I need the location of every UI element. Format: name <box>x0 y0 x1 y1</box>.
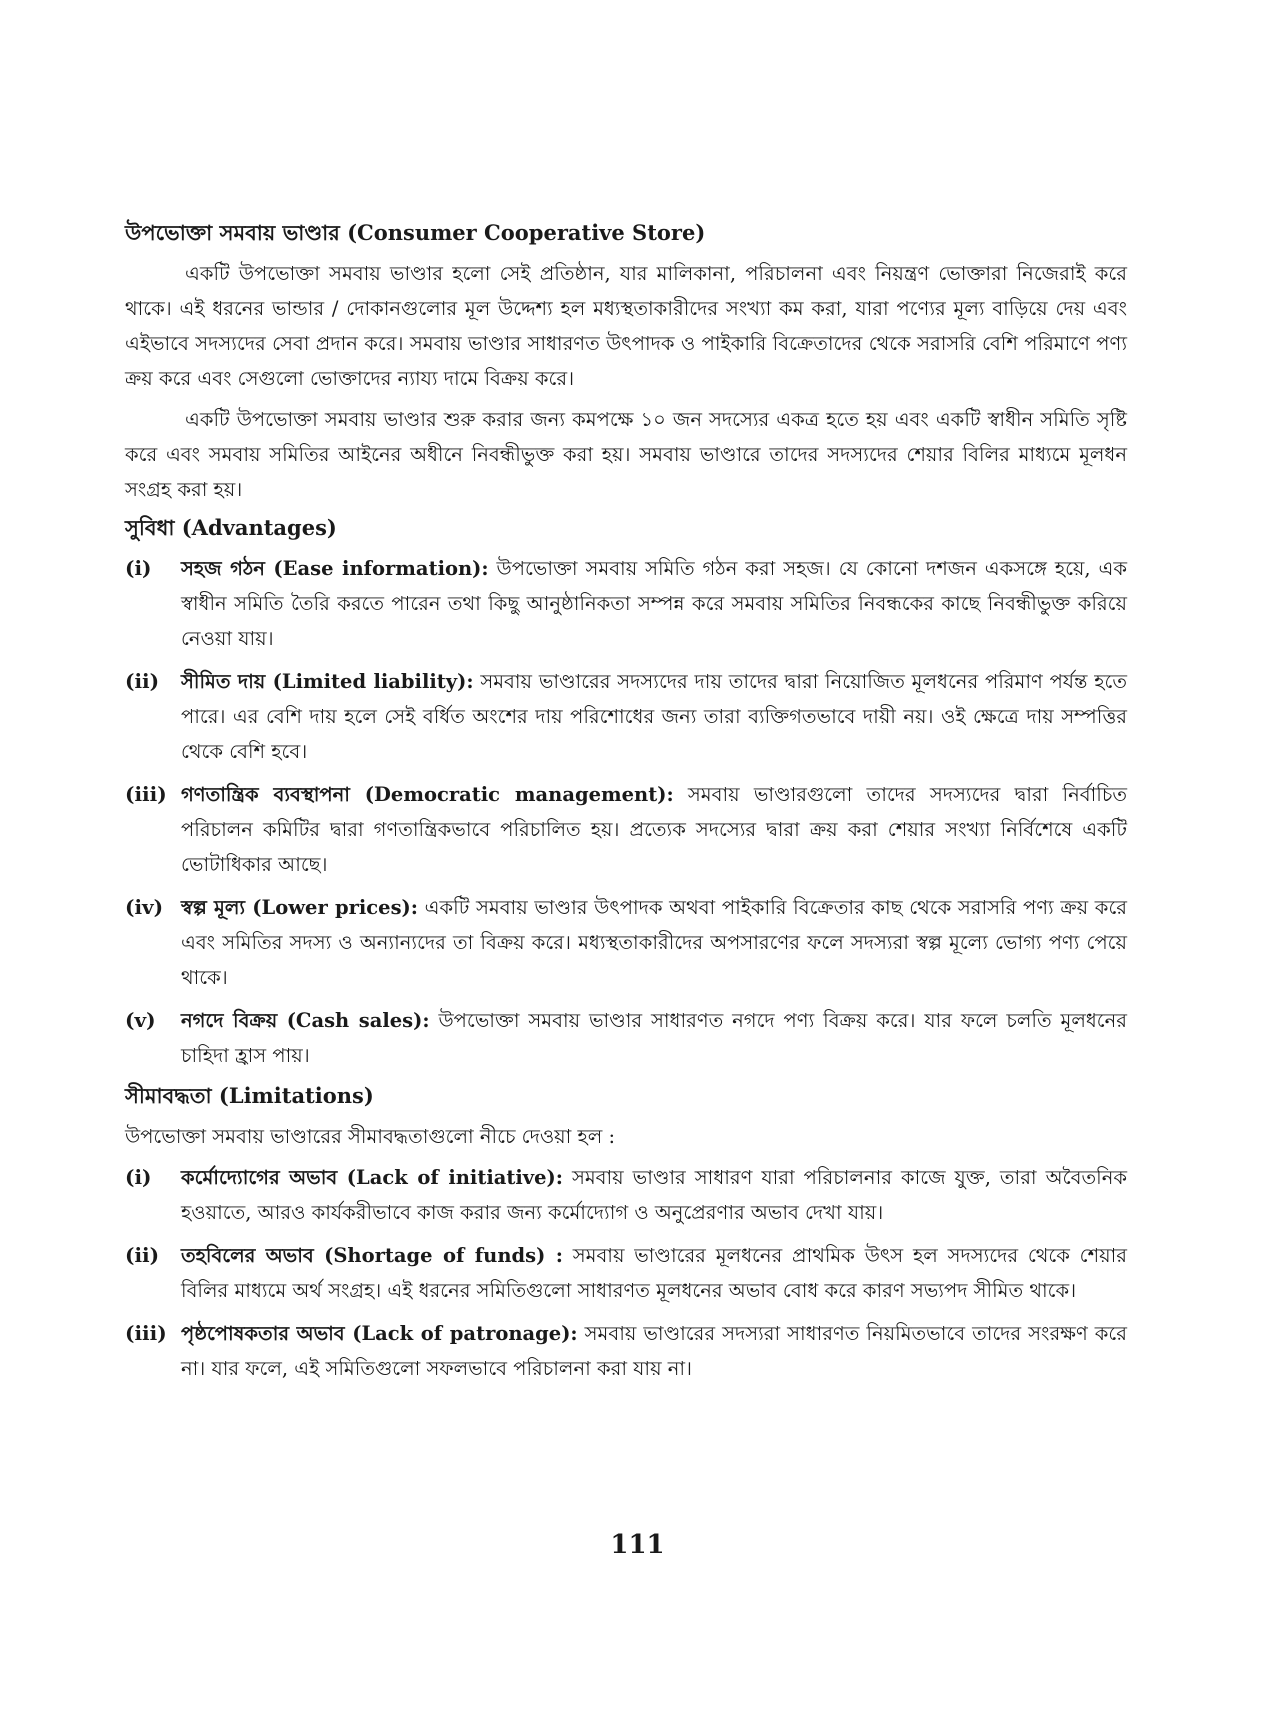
item-number: (iv) <box>125 895 164 919</box>
limitations-intro: উপভোক্তা সমবায় ভাণ্ডারের সীমাবদ্ধতাগুলো নীচে দেওয়া হল : <box>125 1125 616 1148</box>
item-text: উপভোক্তা সমবায় ভাণ্ডার সাধারণত নগদে পণ্য বিক্রয় করে। যার ফলে চলতি মূলধনের চাহিদা হ্রাস পায়। <box>181 1009 1127 1067</box>
item-text: উপভোক্তা সমবায় সমিতি গঠন করা সহজ। যে কোনো দশজন একসঙ্গে হয়ে, এক স্বাধীন সমিতি তৈরি করতে পারেন তথা কিছু আনুষ্ঠানিকতা সম্পন্ন করে সমবায় সমিতির নিবন্ধকের কাছে নিবন্ধীভুক্ত করিয়ে নেওয়া যায়। <box>181 557 1128 650</box>
item-title: নগদে বিক্রয় (Cash sales): <box>181 1009 430 1032</box>
advantage-item <box>125 1003 1127 1073</box>
advantages-heading: সুবিধা (Advantages) <box>125 515 337 540</box>
item-title: কর্মোদ্যোগের অভাব (Lack of initiative): <box>181 1166 563 1189</box>
item-number: (iii) <box>125 1321 167 1345</box>
item-text: সমবায় ভাণ্ডারের সদস্যরা সাধারণত নিয়মিতভাবে তাদের সংরক্ষণ করে না। যার ফলে, এই সমিতিগুলো সফলভাবে পরিচালনা করা যায় না। <box>181 1322 1127 1380</box>
item-text: সমবায় ভাণ্ডার সাধারণ যারা পরিচালনার কাজে যুক্ত, তারা অবৈতনিক হওয়াতে, আরও কার্যকরীভাবে কাজ করার জন্য কর্মোদ্যোগ ও অনুপ্রেরণার অভাব দেখা যায়। <box>181 1166 1128 1224</box>
item-number: (iii) <box>125 782 167 806</box>
item-number: (ii) <box>125 1243 160 1267</box>
item-number: (i) <box>125 556 152 580</box>
item-number: (v) <box>125 1008 156 1032</box>
limitations-heading: সীমাবদ্ধতা (Limitations) <box>125 1083 374 1108</box>
item-text: সমবায় ভাণ্ডারের মূলধনের প্রাথমিক উৎস হল সদস্যদের থেকে শেয়ার বিলির মাধ্যমে অর্থ সংগ্রহ। এই ধরনের সমিতিগুলো সাধারণত মূলধনের অভাব বোধ করে কারণ সভ্যপদ সীমিত থাকে। <box>181 1244 1127 1302</box>
item-body <box>181 1003 1127 1073</box>
item-body <box>181 1238 1127 1308</box>
item-text: সমবায় ভাণ্ডারগুলো তাদের সদস্যদের দ্বারা নির্বাচিত পরিচালন কমিটির দ্বারা গণতান্ত্রিকভাবে পরিচালিত হয়। প্রত্যেক সদস্যের দ্বারা ক্রয় করা শেয়ার সংখ্যা নির্বিশেষে একটি ভোটাধিকার আছে। <box>181 783 1127 876</box>
item-text: সমবায় ভাণ্ডারের সদস্যদের দায় তাদের দ্বারা নিয়োজিত মূলধনের পরিমাণ পর্যন্ত হতে পারে। এর বেশি দায় হলে সেই বর্ধিত অংশের দায় পরিশোধের জন্য তারা ব্যক্তিগতভাবে দায়ী নয়। ওই ক্ষেত্রে দায় সম্পত্তির থেকে বেশি হবে। <box>181 670 1127 763</box>
limitation-item <box>125 1160 1127 1230</box>
advantages-list <box>125 551 1127 1073</box>
item-body <box>181 1160 1127 1230</box>
item-body <box>181 1316 1127 1386</box>
item-body <box>181 664 1127 769</box>
item-number: (ii) <box>125 669 160 693</box>
section-heading: উপভোক্তা সমবায় ভাণ্ডার (Consumer Cooperative Store) <box>125 220 706 245</box>
page-content <box>125 218 1127 1394</box>
item-title: সহজ গঠন (Ease information): <box>181 557 489 580</box>
limitations-list <box>125 1160 1127 1386</box>
item-title: তহবিলের অভাব (Shortage of funds) : <box>181 1244 563 1267</box>
item-body <box>181 551 1127 656</box>
item-number: (i) <box>125 1165 152 1189</box>
advantage-item <box>125 890 1127 995</box>
item-title: স্বল্প মূল্য (Lower prices): <box>181 896 418 919</box>
item-body <box>181 890 1127 995</box>
intro-paragraph: একটি উপভোক্তা সমবায় ভাণ্ডার হলো সেই প্রতিষ্ঠান, যার মালিকানা, পরিচালনা এবং নিয়ন্ত্রণ ভোক্তারা নিজেরাই করে থাকে। এই ধরনের ভান্ডার / দোকানগুলোর মূল উদ্দেশ্য হল মধ্যস্থতাকারীদের সংখ্যা কম করা, যারা পণ্যের মূল্য বাড়িয়ে দেয় এবং এইভাবে সদস্যদের সেবা প্রদান করে। সমবায় ভাণ্ডার সাধারণত উৎপাদক ও পাইকারি বিক্রেতাদের থেকে সরাসরি বেশি পরিমাণে পণ্য ক্রয় করে এবং সেগুলো ভোক্তাদের ন্যায্য দামে বিক্রয় করে। <box>125 262 1127 390</box>
page-number: 111 <box>610 1530 665 1560</box>
item-title: সীমিত দায় (Limited liability): <box>181 670 474 693</box>
intro-paragraph: একটি উপভোক্তা সমবায় ভাণ্ডার শুরু করার জন্য কমপক্ষে ১০ জন সদস্যের একত্র হতে হয় এবং একটি স্বাধীন সমিতি সৃষ্টি করে এবং সমবায় সমিতির আইনের অধীনে নিবন্ধীভুক্ত করা হয়। সমবায় ভাণ্ডারে তাদের সদস্যদের শেয়ার বিলির মাধ্যমে মূলধন সংগ্রহ করা হয়। <box>125 408 1127 501</box>
item-text: একটি সমবায় ভাণ্ডার উৎপাদক অথবা পাইকারি বিক্রেতার কাছ থেকে সরাসরি পণ্য ক্রয় করে এবং সমিতির সদস্য ও অন্যান্যদের তা বিক্রয় করে। মধ্যস্থতাকারীদের অপসারণের ফলে সদস্যরা স্বল্প মূল্যে ভোগ্য পণ্য পেয়ে থাকে। <box>181 896 1128 989</box>
item-title: পৃষ্ঠপোষকতার অভাব (Lack of patronage): <box>181 1322 578 1345</box>
limitation-item <box>125 1238 1127 1308</box>
limitation-item <box>125 1316 1127 1386</box>
advantage-item <box>125 664 1127 769</box>
advantage-item <box>125 777 1127 882</box>
item-body <box>181 777 1127 882</box>
advantage-item <box>125 551 1127 656</box>
item-title: গণতান্ত্রিক ব্যবস্থাপনা (Democratic management): <box>181 783 674 806</box>
